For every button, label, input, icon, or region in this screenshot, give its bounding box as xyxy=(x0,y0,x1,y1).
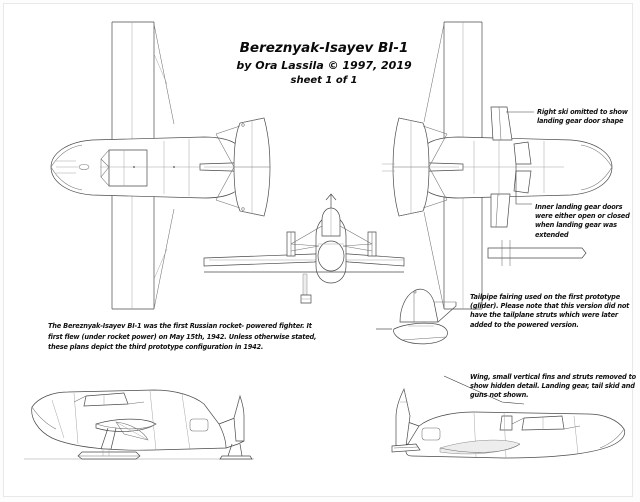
note-tailpipe: Tailpipe fairing used on the first prototype (glider). Please note that this version did not have the tailplane struts which were later added to the powered version. xyxy=(470,293,630,329)
sheet-title: Bereznyak-Isayev BI-1 xyxy=(239,40,409,56)
note-inner-doors: Inner landing gear doors were either open or closed when landing gear was extended xyxy=(535,203,630,239)
note-right-ski: Right ski omitted to show landing gear door shape xyxy=(537,108,628,126)
drawing-sheet xyxy=(3,3,636,497)
sheet-byline: by Ora Lassila © 1997, 2019 xyxy=(236,59,412,72)
note-wing-removed: Wing, small vertical fins and struts removed to show hidden detail. Landing gear, tail skid and guns not shown. xyxy=(470,373,636,400)
annotation-leader-lines xyxy=(4,4,634,498)
note-description: The Bereznyak-Isayev BI-1 was the first Russian rocket- powered fighter. It first flew (under rocket power) on May 15th, 1942. Unless otherwise stated, these plans depict the third prototype configuration in 1942. xyxy=(48,322,317,351)
sheet-number: sheet 1 of 1 xyxy=(290,75,358,86)
leader-inner-doors xyxy=(516,164,532,204)
